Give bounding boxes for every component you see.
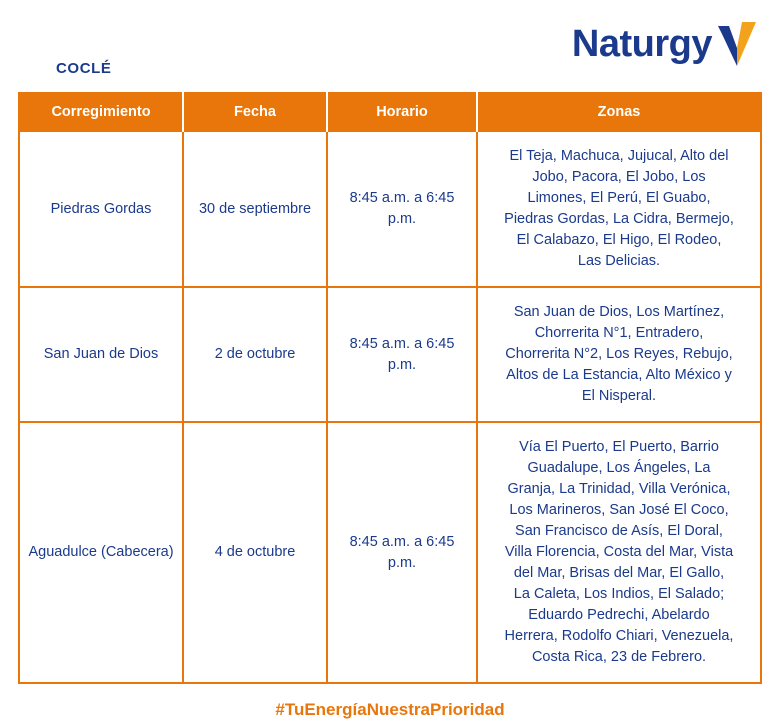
table-row [20,422,760,682]
table-header-row [20,92,760,132]
column-header-zonas: Zonas [477,92,760,132]
cell-horario: 8:45 a.m. a 6:45 p.m. [327,422,477,682]
cell-corregimiento: San Juan de Dios [20,287,183,422]
page-header [0,0,780,92]
column-header-fecha: Fecha [183,92,327,132]
footer-hashtag: #TuEnergíaNuestraPrioridad [275,700,505,720]
naturgy-logo [572,22,756,66]
outage-schedule-table [18,92,762,684]
cell-corregimiento: Piedras Gordas [20,132,183,287]
column-header-horario: Horario [327,92,477,132]
table-row [20,132,760,287]
cell-fecha: 30 de septiembre [183,132,327,287]
cell-fecha: 2 de octubre [183,287,327,422]
cell-fecha: 4 de octubre [183,422,327,682]
table-row [20,287,760,422]
region-title: COCLÉ [56,60,112,77]
brand-name: Naturgy [571,23,712,65]
cell-zonas: El Teja, Machuca, Jujucal, Alto del Jobo, Pacora, El Jobo, Los Limones, El Perú, El Guabo, Piedras Gordas, La Cidra, Bermejo, El Calabazo, El Higo, El Rodeo, Las Delicias. [504,148,734,270]
cell-horario: 8:45 a.m. a 6:45 p.m. [327,132,477,287]
cell-zonas: San Juan de Dios, Los Martínez, Chorrerita N°1, Entradero, Chorrerita N°2, Los Reyes, Rebujo, Altos de La Estancia, Alto México y El Nisperal. [477,287,760,422]
cell-zonas: Vía El Puerto, El Puerto, Barrio Guadalupe, Los Ángeles, La Granja, La Trinidad, Villa Verónica, Los Marineros, San José El Coco, San Francisco de Asís, El Doral, Villa Florencia, Costa del Mar, Vista del Mar, Brisas del Mar, El Gallo, La Caleta, Los Indios, El Salado; Eduardo Pedrechi, Abelardo Herrera, Rodolfo Chiari, Venezuela, Costa Rica, 23 de Febrero. [477,422,760,682]
naturgy-checkmark-icon [718,22,756,66]
cell-corregimiento: Aguadulce (Cabecera) [20,422,183,682]
cell-horario: 8:45 a.m. a 6:45 p.m. [327,287,477,422]
column-header-corregimiento: Corregimiento [20,92,183,132]
